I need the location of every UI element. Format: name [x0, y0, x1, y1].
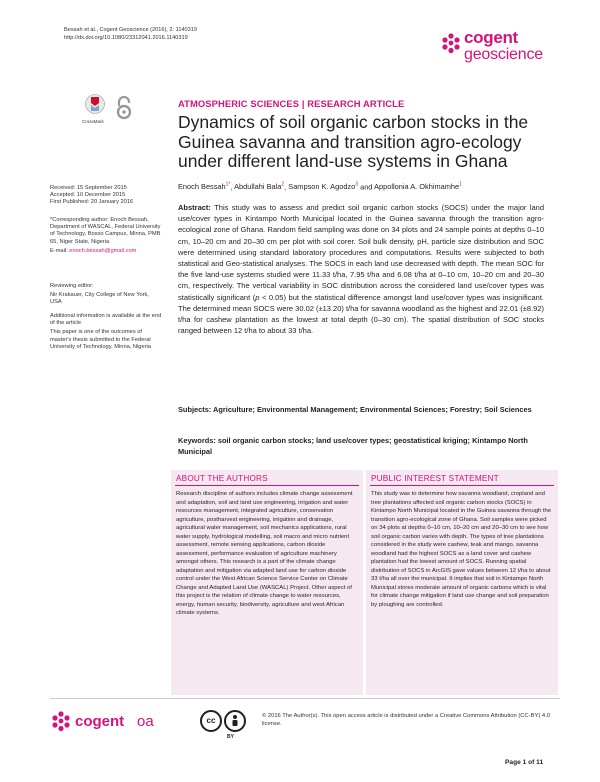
reviewing-editor: [50, 283, 162, 309]
public-interest-heading: PUBLIC INTEREST STATEMENT: [371, 474, 499, 483]
cogent-oa-flower-icon: [50, 710, 72, 732]
page-number: Page 1 of 11: [505, 759, 544, 766]
footer-logo-cogent: cogent: [75, 713, 125, 730]
open-access-icon: [115, 96, 133, 120]
cogent-flower-icon: [440, 32, 462, 54]
abstract-text-2: < 0.05) but the statistical difference amongst land use/cover types was insignificant. The determined mean SOCS were 30.02 (±13.20) t/ha for savanna woodland as the highest and 22.01 (±8.92) t/ha for cashew plantation as the lowest at total depth (0–30 cm). The spatial distribution of SOC stocks ranged between 12 t/ha to about 33 t/ha.: [178, 292, 544, 336]
author-1[interactable]: Enoch Bessah$^{1*}$: [178, 182, 231, 192]
license-text: © 2016 The Author(s). This open access article is distributed under a Creative Commons Attribution (CC-BY) 4.0 license.: [262, 713, 550, 727]
subjects: Subjects: Agriculture; Environmental Management; Environmental Sciences; Forestry; Soil Sciences: [178, 405, 532, 414]
citation-header: [64, 26, 197, 42]
public-interest-text: This study was to determine how savanna woodland, cropland and tree plantations affected soil organic carbon stocks (SOCS) in Kintampo North Municipal located in the Guinea savanna through the transition agro-ecological zone of Ghana. Soil samples were picked on 34 plots at depths 0–10 cm, 10–20 cm and 20–30 cm to see how soil organic carbon varies with depth. The types of tree plantations considered in the study were cashew, teak and mango. savanna woodland had the highest SOCS as a land cover and cashew plantation had the lowest amount of SOCS. Running spatial distribution of SOCS in ArcGIS gave values between 12 t/ha to about 33 t/ha all over the municipal. It implies that soil in Kintampo North Municipal stores moderate amount of organic carbons which is vital for climate change mitigation if land use change and soil preparation by ploughing are controlled.: [371, 491, 552, 608]
abstract: [178, 202, 544, 336]
section-label: ATMOSPHERIC SCIENCES | RESEARCH ARTICLE: [178, 98, 405, 109]
abstract-text-1: This study was to assess and predict soil organic carbon stocks (SOCS) under the major land use/cover types in Kintampo North Municipal located in the Guinea savanna through the transition agro-ecological zone of Ghana. Random field sampling was done on 34 plots and 24 sample points at depths 0–10 cm, 10–20 cm and 20–30 cm per plot with soil corer. Soil bulk density, pH, particle size distribution and SOC were determined using standard laboratory procedures and computations. Results were subjected to both statistical and Geo-statistical analyses. The SOCS in each land use decreased with depth. The mean SOC for the five land-use systems studied were 11.33 t/ha, 7.95 t/ha and 6.08 t/ha at 0–10 cm, 10–20 cm and 20–30 cm, respectively. The vertical variability in SOC distribution across the considered land use/cover types was statistically significant (: [178, 203, 544, 302]
crossmark-label: CrossMark: [82, 119, 104, 124]
brand-word-geoscience: geoscience: [464, 46, 543, 63]
footer-divider: [50, 698, 560, 699]
about-authors-text: Research discipline of authors includes climate change assessment and adaptation, soil and land use engineering, irrigation and water resources management, integrated agriculture, conservation agriculture, postharvest engineering, irrigation and drainage, agricultural water management, soil mechanics applications, rural water supply, hydrological modelling, soil macro and micro nutrient assessment, remote sensing applications, carbon dioxide assessment, performance evaluation of agriculture machinery amongst others. This research is a part of the climate change adaptation and mitigation via adapted land use for carbon dioxide control under the West African Science Service Center on Climate Change and Adapted Land Use (WASCAL) Project. Other aspect of this project is the relation of climate change to water resources, energy, human security, biodiversity, agriculture and west African climate systems.: [176, 491, 353, 616]
article-title: Dynamics of soil organic carbon stocks in the Guinea savanna and transition agro-ecology under different land-use systems in Ghana: [178, 112, 529, 171]
published-date: First Published: 20 January 2016: [50, 199, 134, 206]
about-authors-box: [171, 470, 363, 695]
corresponding-author-text: *Corresponding author: Enoch Bessah, Department of WASCAL, Federal University of Technology, Bosso Campus, Minna, PMB 65, Niger State, Nigeria: [50, 217, 161, 245]
author-4[interactable]: Appollonia A. Okhimamhe$^1$: [374, 182, 462, 192]
keywords: Keywords: soil organic carbon stocks; land use/cover types; geostatistical kriging; Kintampo North Municipal: [178, 436, 528, 456]
footer-logo-oa: oa: [137, 713, 154, 730]
additional-info: [50, 313, 162, 353]
cc-icon: cc: [200, 710, 222, 732]
public-divider: [370, 485, 554, 486]
author-3[interactable]: Sampson K. Agodzo$^3$: [288, 182, 359, 192]
publication-dates: [50, 185, 162, 207]
cc-by-label: BY: [227, 734, 234, 740]
reviewer-name: Nir Krakauer, City College of New York, USA: [50, 292, 149, 306]
attribution-icon: [224, 710, 246, 732]
email-line: E-mail: enoch.bessah@gmail.com: [50, 247, 137, 254]
abstract-label: Abstract:: [178, 203, 211, 212]
public-interest-box: [366, 470, 558, 695]
accepted-date: Accepted: 10 December 2015: [50, 192, 126, 199]
author-list: Enoch Bessah$^{1*}$, Abdullahi Bala$^2$, Sampson K. Agodzo$^3$ and Appollonia A. Okhimamhe$^1$: [178, 182, 462, 192]
cc-license-badge[interactable]: [200, 710, 244, 750]
crossmark-icon[interactable]: [85, 94, 105, 114]
author-2[interactable]: Abdullahi Bala$^2$: [234, 182, 285, 192]
doi-link[interactable]: http://dx.doi.org/10.1080/23312041.2016.1140319: [64, 35, 188, 41]
corresponding-author: [50, 217, 162, 257]
email-link[interactable]: enoch.bessah@gmail.com: [69, 247, 137, 254]
additional-info-text: Additional information is available at the end of the article: [50, 313, 162, 327]
thesis-note: This paper is one of the outcomes of master's thesis submitted to the Federal University of Technology, Minna, Nigeria: [50, 329, 151, 350]
brand-word-cogent: cogent: [464, 28, 518, 47]
citation-text: Bessah et al., Cogent Geoscience (2016), 2: 1140319: [64, 27, 197, 33]
received-date: Received: 15 September 2015: [50, 185, 127, 191]
reviewer-label: Reviewing editor:: [50, 283, 94, 289]
about-authors-heading: ABOUT THE AUTHORS: [176, 474, 268, 483]
abstract-p-symbol: p: [255, 292, 260, 302]
about-divider: [175, 485, 359, 486]
